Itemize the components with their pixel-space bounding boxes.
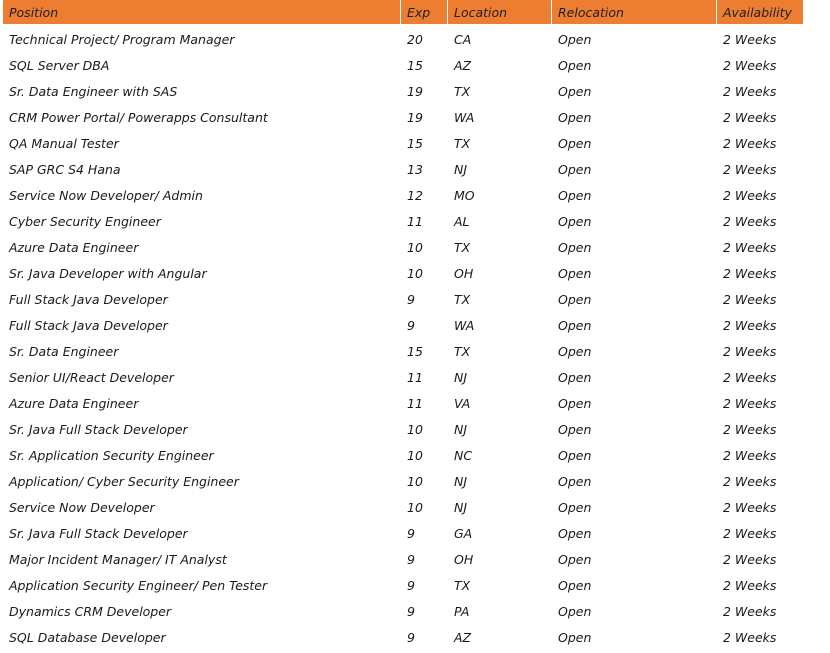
cell-relocation: Open <box>558 57 592 73</box>
table-row <box>3 596 803 622</box>
table-row <box>3 310 803 336</box>
cell-availability: 2 Weeks <box>723 551 777 567</box>
cell-exp: 10 <box>407 239 423 255</box>
table-row <box>3 284 803 310</box>
cell-availability: 2 Weeks <box>723 577 777 593</box>
cell-location: CA <box>454 31 472 47</box>
table-row <box>3 50 803 76</box>
cell-location: OH <box>454 265 474 281</box>
cell-location: NC <box>454 447 473 463</box>
cell-relocation: Open <box>558 343 592 359</box>
cell-relocation: Open <box>558 213 592 229</box>
cell-location: NJ <box>454 369 468 385</box>
cell-location: NJ <box>454 161 468 177</box>
table-body <box>3 24 803 648</box>
cell-position: Sr. Application Security Engineer <box>9 447 214 463</box>
cell-exp: 11 <box>407 395 423 411</box>
cell-location: AL <box>454 213 470 229</box>
cell-location: AZ <box>454 629 472 645</box>
cell-exp: 15 <box>407 57 423 73</box>
table-row <box>3 154 803 180</box>
cell-exp: 19 <box>407 109 423 125</box>
cell-relocation: Open <box>558 109 592 125</box>
table-row <box>3 622 803 648</box>
cell-availability: 2 Weeks <box>723 239 777 255</box>
cell-availability: 2 Weeks <box>723 499 777 515</box>
cell-position: SQL Server DBA <box>9 57 110 73</box>
cell-availability: 2 Weeks <box>723 395 777 411</box>
cell-relocation: Open <box>558 525 592 541</box>
cell-relocation: Open <box>558 83 592 99</box>
cell-availability: 2 Weeks <box>723 629 777 645</box>
cell-relocation: Open <box>558 161 592 177</box>
cell-exp: 10 <box>407 473 423 489</box>
cell-relocation: Open <box>558 473 592 489</box>
cell-exp: 11 <box>407 369 423 385</box>
header-location: Location <box>448 0 552 24</box>
cell-exp: 15 <box>407 343 423 359</box>
cell-exp: 15 <box>407 135 423 151</box>
cell-relocation: Open <box>558 447 592 463</box>
cell-position: Sr. Java Full Stack Developer <box>9 525 188 541</box>
cell-availability: 2 Weeks <box>723 525 777 541</box>
cell-availability: 2 Weeks <box>723 213 777 229</box>
header-exp: Exp <box>401 0 448 24</box>
cell-location: WA <box>454 109 475 125</box>
cell-position: Sr. Java Full Stack Developer <box>9 421 188 437</box>
cell-position: Technical Project/ Program Manager <box>9 31 235 47</box>
cell-availability: 2 Weeks <box>723 265 777 281</box>
cell-availability: 2 Weeks <box>723 603 777 619</box>
table-row <box>3 206 803 232</box>
job-listing-table <box>3 0 803 648</box>
cell-location: AZ <box>454 57 472 73</box>
header-relocation: Relocation <box>552 0 717 24</box>
cell-exp: 9 <box>407 629 415 645</box>
cell-position: Senior UI/React Developer <box>9 369 174 385</box>
cell-availability: 2 Weeks <box>723 473 777 489</box>
cell-position: Cyber Security Engineer <box>9 213 161 229</box>
cell-location: MO <box>454 187 475 203</box>
cell-relocation: Open <box>558 499 592 515</box>
cell-exp: 13 <box>407 161 423 177</box>
table-row <box>3 570 803 596</box>
table-row <box>3 518 803 544</box>
cell-relocation: Open <box>558 395 592 411</box>
cell-relocation: Open <box>558 135 592 151</box>
cell-position: SAP GRC S4 Hana <box>9 161 121 177</box>
cell-position: CRM Power Portal/ Powerapps Consultant <box>9 109 268 125</box>
cell-relocation: Open <box>558 187 592 203</box>
table-row <box>3 24 803 50</box>
table-header-row <box>3 0 803 24</box>
cell-availability: 2 Weeks <box>723 161 777 177</box>
cell-location: TX <box>454 343 471 359</box>
cell-location: OH <box>454 551 474 567</box>
cell-relocation: Open <box>558 31 592 47</box>
cell-location: TX <box>454 577 471 593</box>
table-row <box>3 232 803 258</box>
cell-availability: 2 Weeks <box>723 187 777 203</box>
cell-position: QA Manual Tester <box>9 135 119 151</box>
cell-location: GA <box>454 525 473 541</box>
cell-position: Service Now Developer <box>9 499 155 515</box>
cell-availability: 2 Weeks <box>723 57 777 73</box>
header-availability: Availability <box>717 0 803 24</box>
table-row <box>3 492 803 518</box>
cell-availability: 2 Weeks <box>723 421 777 437</box>
cell-relocation: Open <box>558 317 592 333</box>
cell-relocation: Open <box>558 629 592 645</box>
cell-location: NJ <box>454 421 468 437</box>
cell-exp: 12 <box>407 187 423 203</box>
cell-exp: 9 <box>407 525 415 541</box>
table-row <box>3 466 803 492</box>
cell-position: Major Incident Manager/ IT Analyst <box>9 551 227 567</box>
cell-location: NJ <box>454 473 468 489</box>
cell-position: Application/ Cyber Security Engineer <box>9 473 239 489</box>
header-position: Position <box>3 0 401 24</box>
cell-relocation: Open <box>558 421 592 437</box>
cell-exp: 10 <box>407 499 423 515</box>
cell-location: TX <box>454 135 471 151</box>
cell-availability: 2 Weeks <box>723 447 777 463</box>
cell-location: TX <box>454 291 471 307</box>
cell-position: Dynamics CRM Developer <box>9 603 172 619</box>
cell-exp: 19 <box>407 83 423 99</box>
cell-position: Application Security Engineer/ Pen Tester <box>9 577 268 593</box>
cell-position: Service Now Developer/ Admin <box>9 187 203 203</box>
cell-exp: 9 <box>407 291 415 307</box>
table-row <box>3 258 803 284</box>
cell-exp: 9 <box>407 551 415 567</box>
cell-location: PA <box>454 603 470 619</box>
cell-location: TX <box>454 83 471 99</box>
cell-availability: 2 Weeks <box>723 83 777 99</box>
cell-availability: 2 Weeks <box>723 291 777 307</box>
cell-relocation: Open <box>558 265 592 281</box>
cell-relocation: Open <box>558 551 592 567</box>
cell-position: SQL Database Developer <box>9 629 166 645</box>
cell-relocation: Open <box>558 291 592 307</box>
cell-exp: 10 <box>407 265 423 281</box>
cell-exp: 9 <box>407 577 415 593</box>
cell-relocation: Open <box>558 577 592 593</box>
table-row <box>3 180 803 206</box>
cell-position: Sr. Java Developer with Angular <box>9 265 207 281</box>
cell-exp: 10 <box>407 421 423 437</box>
cell-relocation: Open <box>558 603 592 619</box>
table-row <box>3 128 803 154</box>
cell-availability: 2 Weeks <box>723 369 777 385</box>
cell-exp: 9 <box>407 603 415 619</box>
table-row <box>3 414 803 440</box>
cell-position: Sr. Data Engineer with SAS <box>9 83 178 99</box>
cell-position: Full Stack Java Developer <box>9 317 168 333</box>
cell-location: NJ <box>454 499 468 515</box>
cell-availability: 2 Weeks <box>723 31 777 47</box>
cell-position: Azure Data Engineer <box>9 395 139 411</box>
table-row <box>3 336 803 362</box>
cell-location: TX <box>454 239 471 255</box>
cell-availability: 2 Weeks <box>723 317 777 333</box>
table-row <box>3 76 803 102</box>
cell-availability: 2 Weeks <box>723 135 777 151</box>
table-row <box>3 102 803 128</box>
cell-availability: 2 Weeks <box>723 343 777 359</box>
cell-availability: 2 Weeks <box>723 109 777 125</box>
table-row <box>3 362 803 388</box>
cell-exp: 11 <box>407 213 423 229</box>
cell-location: WA <box>454 317 475 333</box>
cell-exp: 20 <box>407 31 423 47</box>
cell-position: Full Stack Java Developer <box>9 291 168 307</box>
cell-location: VA <box>454 395 471 411</box>
cell-exp: 9 <box>407 317 415 333</box>
cell-position: Azure Data Engineer <box>9 239 139 255</box>
table-row <box>3 388 803 414</box>
table-row <box>3 544 803 570</box>
cell-position: Sr. Data Engineer <box>9 343 119 359</box>
table-row <box>3 440 803 466</box>
cell-exp: 10 <box>407 447 423 463</box>
cell-relocation: Open <box>558 369 592 385</box>
cell-relocation: Open <box>558 239 592 255</box>
